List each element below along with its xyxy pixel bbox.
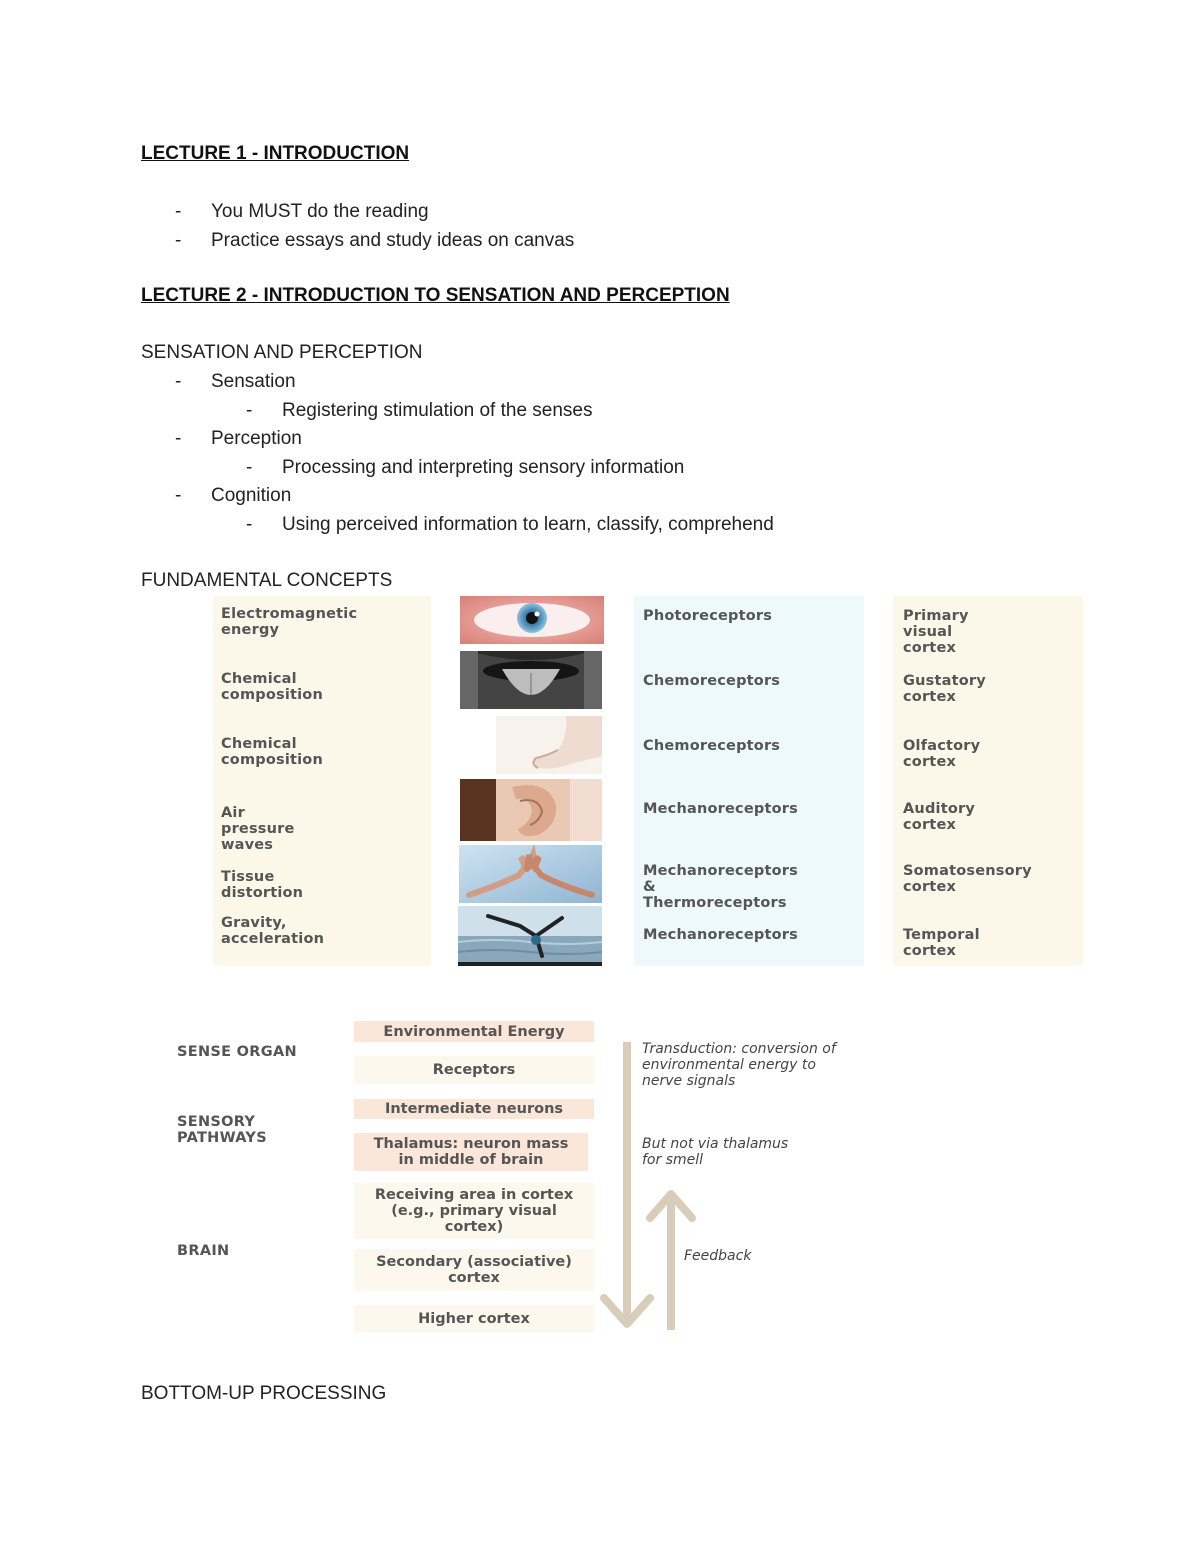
list-item-sensation: - Sensation [175, 371, 296, 392]
level-label-sensory-pathways: SENSORY PATHWAYS [177, 1114, 267, 1146]
box-secondary-cortex: Secondary (associative) cortex [354, 1249, 594, 1291]
stimulus-label: Chemical composition [221, 671, 323, 703]
box-thalamus: Thalamus: neuron mass in middle of brain [354, 1133, 588, 1171]
box-receiving-area: Receiving area in cortex (e.g., primary visual cortex) [354, 1183, 594, 1239]
receptor-label: Photoreceptors [643, 608, 773, 624]
stimulus-label: Chemical composition [221, 736, 323, 768]
sub-list-item: - Using perceived information to learn, classify, comprehend [246, 514, 774, 535]
receptor-label: Mechanoreceptors & Thermoreceptors [643, 863, 798, 911]
note-feedback: Feedback [684, 1248, 752, 1264]
lecture-2-heading: LECTURE 2 - INTRODUCTION TO SENSATION AND PERCEPTION [141, 285, 730, 306]
section-title-fundamental-concepts: FUNDAMENTAL CONCEPTS [141, 570, 393, 591]
cortex-label: Olfactory cortex [903, 738, 981, 770]
receptor-label: Mechanoreceptors [643, 801, 798, 817]
note-transduction: Transduction: conversion of environmental energy to nerve signals [642, 1041, 836, 1089]
stimulus-label: Gravity, acceleration [221, 915, 325, 947]
stimulus-label: Air pressure waves [221, 805, 295, 853]
box-higher-cortex: Higher cortex [354, 1305, 594, 1333]
stimulus-label: Electromagnetic energy [221, 606, 358, 638]
eye-image [460, 596, 604, 644]
list-item: - Practice essays and study ideas on canvas [175, 230, 575, 251]
cortex-label: Somatosensory cortex [903, 863, 1032, 895]
level-label-brain: BRAIN [177, 1243, 230, 1259]
list-item-cognition: - Cognition [175, 485, 292, 506]
ear-image [460, 779, 602, 841]
section-title-sensation-perception: SENSATION AND PERCEPTION [141, 342, 423, 363]
level-label-sense-organ: SENSE ORGAN [177, 1044, 297, 1060]
handstand-image [458, 906, 602, 966]
cortex-label: Primary visual cortex [903, 608, 969, 656]
sub-list-item: - Registering stimulation of the senses [246, 400, 593, 421]
tongue-image [460, 651, 602, 709]
section-title-bottom-up-processing: BOTTOM-UP PROCESSING [141, 1383, 387, 1404]
receptor-label: Chemoreceptors [643, 673, 781, 689]
receptor-label: Chemoreceptors [643, 738, 781, 754]
list-item-perception: - Perception [175, 428, 302, 449]
cortex-label: Gustatory cortex [903, 673, 986, 705]
sub-list-item: - Processing and interpreting sensory information [246, 457, 685, 478]
box-receptors: Receptors [354, 1056, 594, 1084]
lecture-1-heading: LECTURE 1 - INTRODUCTION [141, 143, 410, 164]
stimulus-label: Tissue distortion [221, 869, 304, 901]
note-thalamus-smell: But not via thalamus for smell [642, 1136, 789, 1168]
box-intermediate-neurons: Intermediate neurons [354, 1099, 594, 1119]
receptor-label: Mechanoreceptors [643, 927, 798, 943]
cortex-label: Auditory cortex [903, 801, 975, 833]
list-item: - You MUST do the reading [175, 201, 429, 222]
box-environmental-energy: Environmental Energy [354, 1021, 594, 1042]
hands-image [459, 845, 602, 903]
cortex-label: Temporal cortex [903, 927, 980, 959]
nose-image [496, 716, 602, 774]
stimulus-column [213, 596, 431, 966]
